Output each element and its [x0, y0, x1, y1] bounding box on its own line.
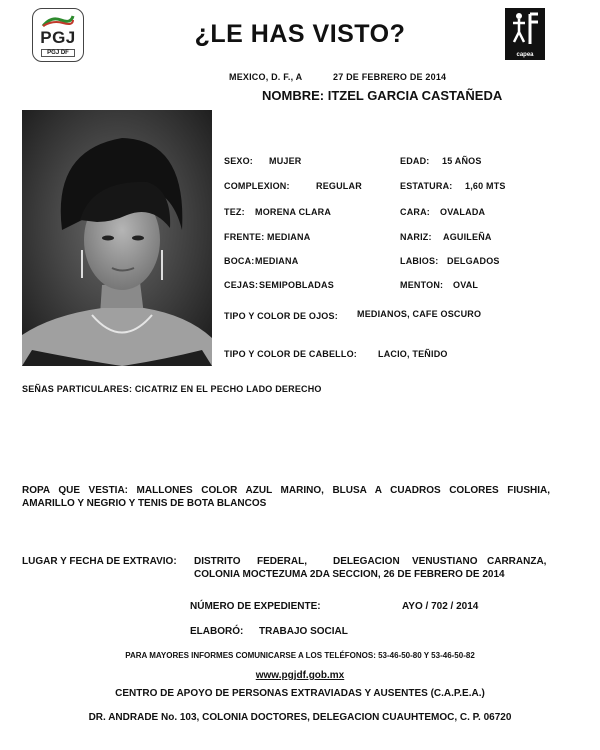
trait-value: 15 AÑOS — [442, 156, 482, 166]
trait-value: 1,60 MTS — [465, 181, 506, 191]
trait-label: EDAD: — [400, 156, 430, 166]
trait-value: MORENA CLARA — [255, 207, 332, 217]
date-value: 27 DE FEBRERO DE 2014 — [333, 72, 447, 82]
clothing-line-2: AMARILLO Y NEGRIO Y TENIS DE BOTA BLANCOS — [22, 498, 267, 509]
distinguishing-marks: SEÑAS PARTICULARES: CICATRIZ EN EL PECHO LADO DERECHO — [22, 384, 322, 394]
trait-label: CARA: — [400, 207, 430, 217]
place-lost-word: CARRANZA, — [487, 556, 547, 567]
place-lost-word: FEDERAL, — [257, 556, 307, 567]
author-label: ELABORÓ: — [190, 626, 244, 637]
trait-label: MENTON: — [400, 280, 444, 290]
eyes-label: TIPO Y COLOR DE OJOS: — [224, 311, 338, 321]
missing-person-photo — [22, 110, 212, 366]
place-lost-word: DISTRITO — [194, 556, 241, 567]
trait-label: LABIOS: — [400, 256, 439, 266]
trait-label: FRENTE: — [224, 232, 265, 242]
trait-label: NARIZ: — [400, 232, 432, 242]
trait-label: BOCA: — [224, 256, 255, 266]
trait-value: SEMIPOBLADAS — [259, 280, 334, 290]
hair-label: TIPO Y COLOR DE CABELLO: — [224, 349, 357, 359]
person-name: NOMBRE: ITZEL GARCIA CASTAÑEDA — [262, 88, 503, 103]
clothing-line-1: ROPA QUE VESTIA: MALLONES COLOR AZUL MARINO, BLUSA A CUADROS COLORES FIUSHIA, — [22, 485, 550, 496]
trait-value: DELGADOS — [447, 256, 500, 266]
trait-label: TEZ: — [224, 207, 245, 217]
place-lost-word: VENUSTIANO — [412, 556, 478, 567]
trait-value: AGUILEÑA — [443, 232, 492, 242]
trait-label: CEJAS: — [224, 280, 259, 290]
trait-label: SEXO: — [224, 156, 254, 166]
hair-value: LACIO, TEÑIDO — [378, 349, 448, 359]
agency-address: DR. ANDRADE No. 103, COLONIA DOCTORES, DELEGACION CUAUHTEMOC, C. P. 06720 — [88, 712, 512, 723]
eyes-value: MEDIANOS, CAFE OSCURO — [357, 309, 482, 319]
capea-logo-text: capea — [516, 52, 534, 58]
trait-value: MUJER — [269, 156, 302, 166]
website-link[interactable]: www.pgjdf.gob.mx — [255, 670, 345, 681]
contact-phones: PARA MAYORES INFORMES COMUNICARSE A LOS TELÉFONOS: 53-46-50-80 Y 53-46-50-82 — [125, 651, 475, 660]
trait-value: OVAL — [453, 280, 479, 290]
author-value: TRABAJO SOCIAL — [259, 626, 348, 637]
trait-label: ESTATURA: — [400, 181, 453, 191]
trait-value: REGULAR — [316, 181, 362, 191]
agency-name: CENTRO DE APOYO DE PERSONAS EXTRAVIADAS Y AUSENTES (C.A.P.E.A.) — [115, 688, 485, 699]
date-place: MEXICO, D. F., A — [229, 72, 303, 82]
case-number-label: NÚMERO DE EXPEDIENTE: — [190, 601, 321, 612]
trait-value: MEDIANA — [255, 256, 299, 266]
pgj-logo-text: PGJ — [40, 28, 76, 47]
trait-value: OVALADA — [440, 207, 486, 217]
pgj-logo-subtext: PGJ DF — [41, 49, 75, 57]
case-number-value: AYO / 702 / 2014 — [402, 601, 479, 612]
place-lost-word: DELEGACION — [333, 556, 400, 567]
page-title: ¿LE HAS VISTO? — [194, 20, 406, 48]
trait-value: MEDIANA — [267, 232, 311, 242]
place-lost-line-2: COLONIA MOCTEZUMA 2DA SECCION, 26 DE FEBRERO DE 2014 — [194, 569, 505, 580]
trait-label: COMPLEXION: — [224, 181, 290, 191]
place-lost-label: LUGAR Y FECHA DE EXTRAVIO: — [22, 556, 177, 567]
portrait-image — [22, 110, 212, 366]
